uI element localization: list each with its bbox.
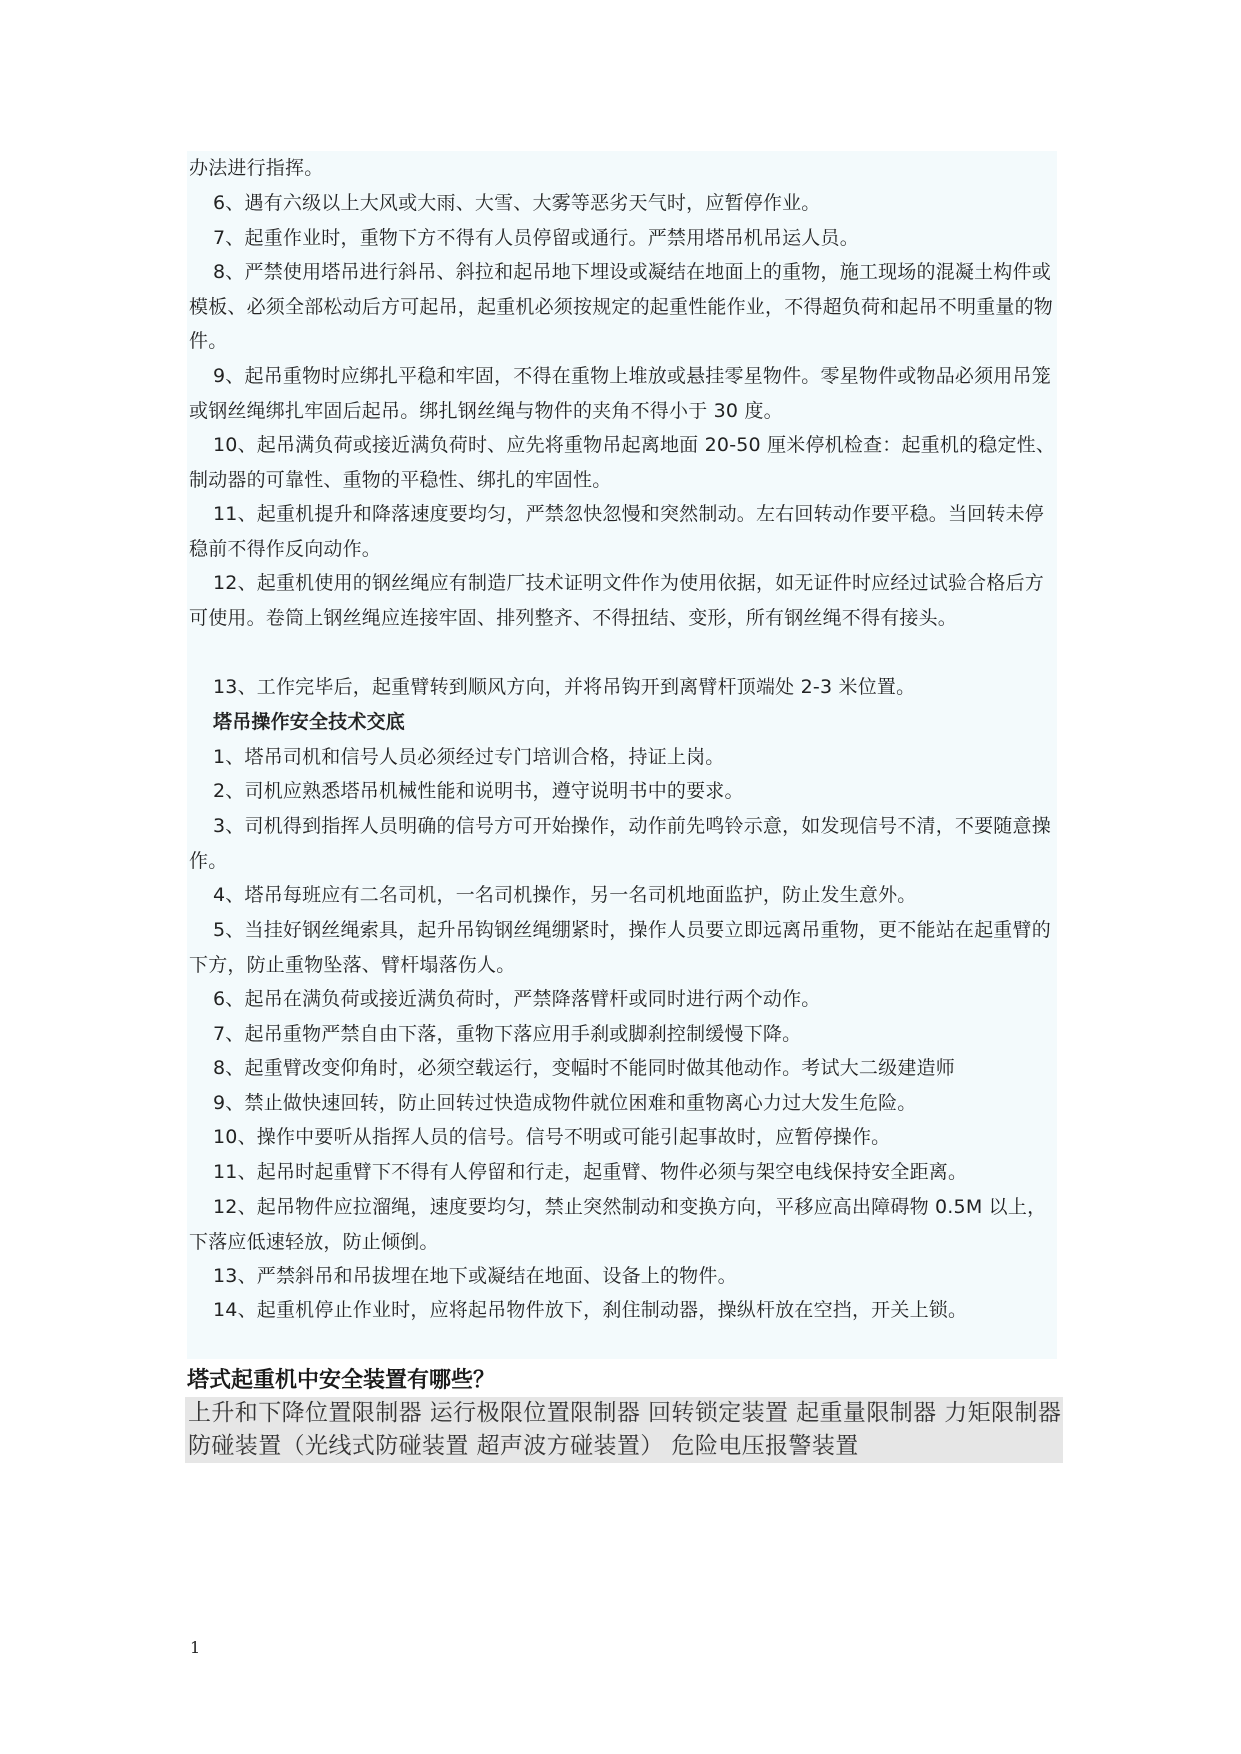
paragraph: 11、起重机提升和降落速度要均匀，严禁忽快忽慢和突然制动。左右回转动作要平稳。当回转未停稳前不得作反向动作。 bbox=[189, 503, 1044, 560]
paragraph: 12、起重机使用的钢丝绳应有制造厂技术证明文件作为使用依据，如无证件时应经过试验合格后方可使用。卷筒上钢丝绳应连接牢固、排列整齐、不得扭结、变形，所有钢丝绳不得有接头。 bbox=[189, 572, 1044, 629]
paragraph: 3、司机得到指挥人员明确的信号方可开始操作，动作前先鸣铃示意，如发现信号不清，不要随意操作。 bbox=[189, 815, 1051, 872]
paragraph: 7、起吊重物严禁自由下落，重物下落应用手刹或脚刹控制缓慢下降。 bbox=[213, 1023, 802, 1045]
paragraph: 10、操作中要听从指挥人员的信号。信号不明或可能引起事故时，应暂停操作。 bbox=[213, 1126, 891, 1148]
paragraph: 9、禁止做快速回转，防止回转过快造成物件就位困难和重物离心力过大发生危险。 bbox=[213, 1092, 917, 1114]
section-subheading: 塔吊操作安全技术交底 bbox=[213, 711, 406, 733]
paragraph: 11、起吊时起重臂下不得有人停留和行走，起重臂、物件必须与架空电线保持安全距离。 bbox=[213, 1161, 968, 1183]
paragraph: 14、起重机停止作业时，应将起吊物件放下，刹住制动器，操纵杆放在空挡，开关上锁。 bbox=[213, 1299, 968, 1321]
paragraph: 13、工作完毕后，起重臂转到顺风方向，并将吊钩开到离臂杆顶端处 2-3 米位置。 bbox=[213, 676, 916, 698]
paragraph: 办法进行指挥。 bbox=[189, 157, 324, 179]
page-number: 1 bbox=[190, 1638, 201, 1657]
paragraph: 4、塔吊每班应有二名司机，一名司机操作，另一名司机地面监护，防止发生意外。 bbox=[213, 884, 917, 906]
paragraph: 2、司机应熟悉塔吊机械性能和说明书，遵守说明书中的要求。 bbox=[213, 780, 744, 802]
paragraph: 10、起吊满负荷或接近满负荷时、应先将重物吊起离地面 20-50 厘米停机检查：起重机的稳定性、制动器的可靠性、重物的平稳性、绑扎的牢固性。 bbox=[189, 434, 1056, 491]
paragraph: 7、起重作业时，重物下方不得有人员停留或通行。严禁用塔吊机吊运人员。 bbox=[213, 227, 859, 249]
paragraph: 5、当挂好钢丝绳索具，起升吊钩钢丝绳绷紧时，操作人员要立即远离吊重物，更不能站在起重臂的下方，防止重物坠落、臂杆塌落伤人。 bbox=[189, 919, 1051, 976]
answer-text: 上升和下降位置限制器 运行极限位置限制器 回转锁定装置 起重量限制器 力矩限制器 防碰装置（光线式防碰装置 超声波方碰装置） 危险电压报警装置 bbox=[188, 1400, 1062, 1459]
paragraph: 1、塔吊司机和信号人员必须经过专门培训合格，持证上岗。 bbox=[213, 746, 725, 768]
paragraph: 6、起吊在满负荷或接近满负荷时，严禁降落臂杆或同时进行两个动作。 bbox=[213, 988, 821, 1010]
question-heading: 塔式起重机中安全装置有哪些？ bbox=[187, 1368, 496, 1393]
paragraph: 12、起吊物件应拉溜绳，速度要均匀，禁止突然制动和变换方向，平移应高出障碍物 0.5M 以上，下落应低速轻放，防止倾倒。 bbox=[189, 1196, 1047, 1253]
paragraph: 13、严禁斜吊和吊拔埋在地下或凝结在地面、设备上的物件。 bbox=[213, 1265, 737, 1287]
paragraph: 8、严禁使用塔吊进行斜吊、斜拉和起吊地下埋设或凝结在地面上的重物，施工现场的混凝土构件或模板、必须全部松动后方可起吊，起重机必须按规定的起重性能作业，不得超负荷和起吊不明重量的物件。 bbox=[189, 261, 1054, 352]
paragraph: 6、遇有六级以上大风或大雨、大雪、大雾等恶劣天气时，应暂停作业。 bbox=[213, 192, 821, 214]
paragraph: 8、起重臂改变仰角时，必须空载运行，变幅时不能同时做其他动作。考试大二级建造师 bbox=[213, 1057, 955, 1079]
paragraph: 9、起吊重物时应绑扎平稳和牢固，不得在重物上堆放或悬挂零星物件。零星物件或物品必须用吊笼或钢丝绳绑扎牢固后起吊。绑扎钢丝绳与物件的夹角不得小于 30 度。 bbox=[189, 365, 1051, 422]
